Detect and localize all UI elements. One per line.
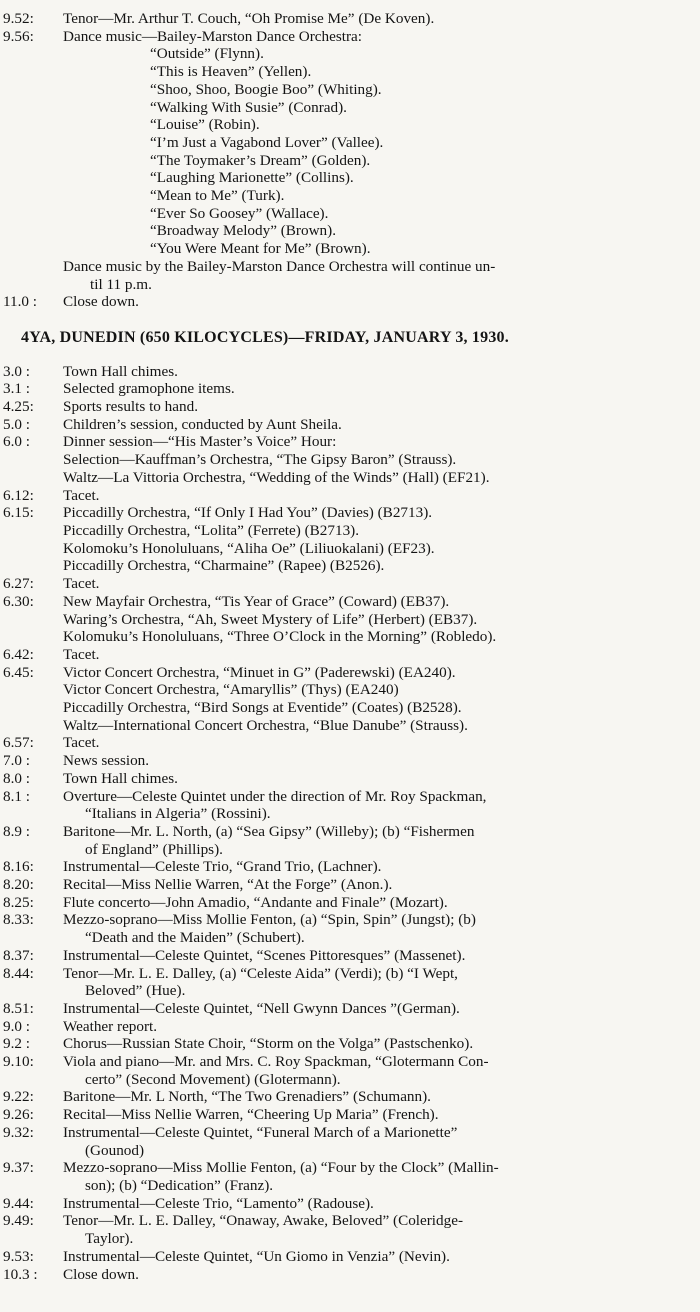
entry-text: Kolomoku’s Honoluluans, “Aliha Oe” (Liliuokalani) (EF23). xyxy=(63,539,435,557)
entry-time: 8.0 : xyxy=(3,769,31,787)
entry-time: 6.27: xyxy=(3,575,34,593)
programme-entry xyxy=(3,858,682,876)
entry-time: 6.15: xyxy=(3,504,34,522)
programme-entry xyxy=(3,699,682,717)
entry-time: 9.52: xyxy=(3,10,34,27)
entry-text: Selection—Kauffman’s Orchestra, “The Gipsy Baron” (Strauss). xyxy=(63,451,457,469)
entry-text: Overture—Celeste Quintet under the direction of Mr. Roy Spackman, xyxy=(63,787,487,805)
programme-entry xyxy=(3,1000,682,1018)
entry-text: Chorus—Russian State Choir, “Storm on the Volga” (Pastschenko). xyxy=(63,1035,474,1053)
programme-entry xyxy=(3,504,682,522)
entry-text: certo” (Second Movement) (Glotermann). xyxy=(85,1070,341,1088)
programme-entry xyxy=(3,363,682,381)
entry-time xyxy=(3,929,63,947)
programme-entry xyxy=(3,575,682,593)
entry-text: “Death and the Maiden” (Schubert). xyxy=(85,929,305,947)
entry-text: son); (b) “Dedication” (Franz). xyxy=(85,1177,274,1194)
entry-text: Taylor). xyxy=(85,1230,134,1248)
entry-text: “Italians in Algeria” (Rossini). xyxy=(85,805,271,823)
programme-entry xyxy=(3,1230,682,1248)
song-item: “Broadway Melody” (Brown). xyxy=(150,222,336,240)
entry-text: Instrumental—Celeste Quintet, “Nell Gwynn Dances ”(German). xyxy=(63,999,460,1017)
entry-text: Sports results to hand. xyxy=(63,398,198,416)
station-heading: 4YA, DUNEDIN (650 KILOCYCLES)—FRIDAY, JANUARY 3, 1930. xyxy=(21,328,509,346)
entry-text: Victor Concert Orchestra, “Minuet in G” (Paderewski) (EA240). xyxy=(63,663,456,681)
programme-entry xyxy=(3,1124,682,1142)
entry-text: Waltz—International Concert Orchestra, “Blue Danube” (Strauss). xyxy=(63,716,468,734)
programme-entry xyxy=(3,398,682,416)
programme-entry xyxy=(3,894,682,912)
programme-entry xyxy=(3,557,682,575)
programme-entry xyxy=(3,416,682,434)
programme-entry xyxy=(3,823,682,841)
entry-text: Tacet. xyxy=(63,486,100,504)
entry-time: 9.44: xyxy=(3,1194,34,1212)
entry-text: Town Hall chimes. xyxy=(63,362,178,380)
programme-entry xyxy=(3,911,682,929)
programme-entry xyxy=(3,681,682,699)
programme-entry xyxy=(3,1071,682,1089)
entry-time: 6.12: xyxy=(3,486,34,504)
programme-entry xyxy=(3,841,682,859)
entry-text: Instrumental—Celeste Trio, “Lamento” (Radouse). xyxy=(63,1194,374,1212)
programme-entry xyxy=(3,947,682,965)
song-list xyxy=(3,45,682,257)
entry-time: 9.32: xyxy=(3,1123,34,1141)
entry-time: 6.45: xyxy=(3,663,34,681)
programme-entry xyxy=(3,770,682,788)
entry-text: News session. xyxy=(63,752,150,770)
entry-text: Tacet. xyxy=(63,645,100,663)
entry-time xyxy=(3,717,63,735)
programme-entry xyxy=(3,611,682,629)
programme-entry xyxy=(3,593,682,611)
song-item: “Ever So Goosey” (Wallace). xyxy=(150,204,329,222)
entry-time: 3.1 : xyxy=(3,380,31,398)
song-item: “Mean to Me” (Turk). xyxy=(150,187,285,205)
entry-time xyxy=(3,841,63,859)
entry-time: 6.57: xyxy=(3,734,34,752)
entry-time: 11.0 : xyxy=(3,293,38,311)
programme-entry xyxy=(3,1159,682,1177)
programme-entry xyxy=(3,433,682,451)
programme-entry xyxy=(3,876,682,894)
entry-time xyxy=(3,1230,63,1248)
entry-text: Tenor—Mr. L. E. Dalley, “Onaway, Awake, Beloved” (Coleridge- xyxy=(63,1212,464,1230)
song-item: “Laughing Marionette” (Collins). xyxy=(150,169,354,187)
entry-text: Baritone—Mr. L. North, (a) “Sea Gipsy” (Willeby); (b) “Fishermen xyxy=(63,822,475,840)
programme-entry xyxy=(3,1088,682,1106)
song-item: “Outside” (Flynn). xyxy=(150,45,264,63)
entry-text: Flute concerto—John Amadio, “Andante and Finale” (Mozart). xyxy=(63,893,448,911)
entry-text: Mezzo-soprano—Miss Mollie Fenton, (a) “Spin, Spin” (Jungst); (b) xyxy=(63,911,476,929)
entry-time: 8.16: xyxy=(3,858,34,876)
entry-text: Piccadilly Orchestra, “Lolita” (Ferrete) (B2713). xyxy=(63,521,360,539)
entry-time: 9.22: xyxy=(3,1088,34,1106)
entry xyxy=(3,28,682,46)
entry-text: Tenor—Mr. L. E. Dalley, (a) “Celeste Aida” (Verdi); (b) “I Wept, xyxy=(63,964,458,982)
entry-text: Kolomuku’s Honoluluans, “Three O’Clock in the Morning” (Robledo). xyxy=(63,628,497,646)
programme-list xyxy=(3,363,682,1284)
programme-entry xyxy=(3,734,682,752)
entry-text: Dance music—Bailey-Marston Dance Orchestra: xyxy=(63,27,362,45)
entry-text: Instrumental—Celeste Trio, “Grand Trio, (Lachner). xyxy=(63,858,382,876)
entry-time xyxy=(3,540,63,558)
programme-entry xyxy=(3,1035,682,1053)
programme-entry xyxy=(3,522,682,540)
programme-entry xyxy=(3,469,682,487)
entry-text: Viola and piano—Mr. and Mrs. C. Roy Spackman, “Glotermann Con- xyxy=(63,1053,489,1071)
entry-time: 4.25: xyxy=(3,398,34,416)
programme-entry xyxy=(3,805,682,823)
entry-text: Instrumental—Celeste Quintet, “Un Giomo in Venzia” (Nevin). xyxy=(63,1247,450,1265)
entry-time xyxy=(3,611,63,629)
top-section xyxy=(3,10,682,311)
programme-entry xyxy=(3,1195,682,1213)
song-item: “Walking With Susie” (Conrad). xyxy=(150,98,347,116)
song-item: “You Were Meant for Me” (Brown). xyxy=(150,240,371,258)
entry-text: Waring’s Orchestra, “Ah, Sweet Mystery of Life” (Herbert) (EB37). xyxy=(63,610,478,628)
programme-entry xyxy=(3,664,682,682)
entry-time: 6.0 : xyxy=(3,433,31,451)
programme-entry xyxy=(3,1212,682,1230)
song-item: “Louise” (Robin). xyxy=(150,116,260,134)
entry xyxy=(3,10,682,28)
dance-note-continued: til 11 p.m. xyxy=(90,275,152,293)
entry-text: Piccadilly Orchestra, “If Only I Had You” (Davies) (B2713). xyxy=(63,504,433,522)
entry-text: Instrumental—Celeste Quintet, “Funeral March of a Marionette” xyxy=(63,1123,458,1141)
programme-entry xyxy=(3,1018,682,1036)
entry-time xyxy=(3,1177,63,1195)
entry-time: 8.1 : xyxy=(3,787,31,805)
entry-text: Tenor—Mr. Arthur T. Couch, “Oh Promise Me” (De Koven). xyxy=(63,10,435,27)
entry-time: 6.30: xyxy=(3,592,34,610)
entry-text: of England” (Phillips). xyxy=(85,840,223,858)
entry-text: Instrumental—Celeste Quintet, “Scenes Pittoresques” (Massenet). xyxy=(63,946,466,964)
entry-time: 8.20: xyxy=(3,876,34,894)
entry-time: 9.56: xyxy=(3,27,34,45)
entry-time: 9.2 : xyxy=(3,1035,31,1053)
entry-time: 9.37: xyxy=(3,1159,34,1177)
entry-text: Mezzo-soprano—Miss Mollie Fenton, (a) “Four by the Clock” (Mallin- xyxy=(63,1159,499,1177)
programme-entry xyxy=(3,540,682,558)
song-item: “I’m Just a Vagabond Lover” (Vallee). xyxy=(150,133,384,151)
entry-text: Selected gramophone items. xyxy=(63,380,235,398)
entry-text: New Mayfair Orchestra, “Tis Year of Grace” (Coward) (EB37). xyxy=(63,592,450,610)
entry-text: Weather report. xyxy=(63,1017,158,1035)
entry-text: Beloved” (Hue). xyxy=(85,982,186,1000)
entry-text: Recital—Miss Nellie Warren, “At the Forge” (Anon.). xyxy=(63,876,393,894)
entry-time xyxy=(3,451,63,469)
entry-time: 3.0 : xyxy=(3,362,31,380)
programme-entry xyxy=(3,965,682,983)
entry-time xyxy=(3,628,63,646)
programme-entry xyxy=(3,1266,682,1284)
programme-entry xyxy=(3,380,682,398)
song-item: “The Toymaker’s Dream” (Golden). xyxy=(150,151,371,169)
entry-time xyxy=(3,805,63,823)
entry-time: 6.42: xyxy=(3,645,34,663)
programme-entry xyxy=(3,1177,682,1195)
programme-entry xyxy=(3,982,682,1000)
programme-entry xyxy=(3,1248,682,1266)
entry-text: Dinner session—“His Master’s Voice” Hour: xyxy=(63,433,337,451)
entry-time: 8.33: xyxy=(3,911,34,929)
entry-time: 5.0 : xyxy=(3,415,31,433)
entry-time xyxy=(3,522,63,540)
song-item: “Shoo, Shoo, Boogie Boo” (Whiting). xyxy=(150,80,382,98)
entry-time: 9.26: xyxy=(3,1106,34,1124)
programme-entry xyxy=(3,788,682,806)
entry-time: 7.0 : xyxy=(3,752,31,770)
entry-time xyxy=(3,1142,63,1160)
programme-entry xyxy=(3,646,682,664)
entry-text: Close down. xyxy=(63,293,139,311)
entry-text: Tacet. xyxy=(63,575,100,593)
entry-time: 9.49: xyxy=(3,1212,34,1230)
entry-time: 9.53: xyxy=(3,1247,34,1265)
entry-text: Town Hall chimes. xyxy=(63,769,178,787)
song-item: “This is Heaven” (Yellen). xyxy=(150,63,312,81)
programme-entry xyxy=(3,451,682,469)
entry-time: 8.9 : xyxy=(3,822,31,840)
programme-entry xyxy=(3,628,682,646)
entry-time xyxy=(3,1071,63,1089)
entry-text: Recital—Miss Nellie Warren, “Cheering Up Maria” (French). xyxy=(63,1106,439,1124)
entry-time: 8.25: xyxy=(3,893,34,911)
entry-text: Piccadilly Orchestra, “Charmaine” (Rapee) (B2526). xyxy=(63,557,385,575)
entry-time: 9.10: xyxy=(3,1053,34,1071)
programme-entry xyxy=(3,1053,682,1071)
entry-time: 8.51: xyxy=(3,999,34,1017)
entry-time: 10.3 : xyxy=(3,1265,38,1283)
entry-text: Children’s session, conducted by Aunt Sheila. xyxy=(63,415,342,433)
programme-entry xyxy=(3,1106,682,1124)
entry-text: Baritone—Mr. L North, “The Two Grenadiers” (Schumann). xyxy=(63,1088,431,1106)
entry-time xyxy=(3,699,63,717)
dance-note: Dance music by the Bailey-Marston Dance Orchestra will continue un- xyxy=(63,257,496,275)
entry-text: Close down. xyxy=(63,1265,139,1283)
entry-time xyxy=(3,557,63,575)
entry-time: 8.37: xyxy=(3,946,34,964)
entry-text: Tacet. xyxy=(63,734,100,752)
entry-text: Victor Concert Orchestra, “Amaryllis” (Thys) (EA240) xyxy=(63,681,399,699)
entry-time xyxy=(3,681,63,699)
entry-time xyxy=(3,982,63,1000)
programme-entry xyxy=(3,1142,682,1160)
programme-entry xyxy=(3,717,682,735)
entry-text: (Gounod) xyxy=(85,1141,145,1159)
programme-entry xyxy=(3,752,682,770)
programme-entry xyxy=(3,929,682,947)
programme-entry xyxy=(3,487,682,505)
entry-time: 8.44: xyxy=(3,964,34,982)
entry-time xyxy=(3,469,63,487)
entry xyxy=(3,293,682,311)
entry-text: Piccadilly Orchestra, “Bird Songs at Eventide” (Coates) (B2528). xyxy=(63,699,462,717)
entry-time: 9.0 : xyxy=(3,1017,31,1035)
entry-text: Waltz—La Vittoria Orchestra, “Wedding of the Winds” (Hall) (EF21). xyxy=(63,468,490,486)
